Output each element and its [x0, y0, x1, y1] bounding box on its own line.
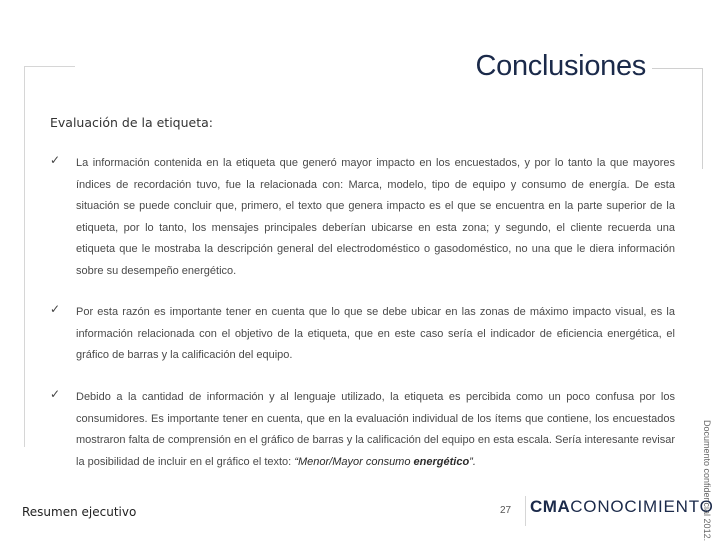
bullet-item-2: [50, 302, 675, 367]
confidential-note: Documento confidencial 2012.: [702, 420, 712, 541]
bullet-item-1: [50, 153, 675, 282]
checkmark-icon: ✓: [50, 153, 61, 167]
logo-part-conocimiento: CONOCIMIENTO: [570, 497, 714, 516]
quote-bold: energético: [413, 455, 470, 468]
suggested-label-quote: [294, 456, 476, 468]
bullet-text: Por esta razón es importante tener en cuenta que lo que se debe ubicar en las zonas de máximo impacto visual, es la información relacionada con el objetivo de la etiqueta, que en este caso sería el indicador de eficiencia energética, el gráfico de barras y la calificación del equipo.: [76, 306, 675, 361]
bullet-item-3: [50, 387, 675, 473]
logo-part-cma: CMA: [530, 497, 571, 516]
quote-prefix: “Menor/Mayor consumo: [294, 455, 414, 468]
page-title: Conclusiones: [475, 50, 646, 82]
quote-suffix: ”.: [469, 455, 476, 468]
bullet-text: [76, 387, 675, 473]
bullet-text-body: Debido a la cantidad de información y al lenguaje utilizado, la etiqueta es percibida como un poco confusa por los consumidores. Es importante tener en cuenta, que en la evaluación individual de los ítems que contiene, los encuestados mostraron falta de comprensión en el gráfico de barras y la calificación del equipo en esta escala. Sería interesante revisar la posibilidad de incluir en el gráfico el texto:: [76, 391, 675, 468]
footer-label: Resumen ejecutivo: [22, 505, 137, 519]
checkmark-icon: ✓: [50, 387, 61, 401]
company-logo: [530, 497, 714, 517]
section-heading: Evaluación de la etiqueta:: [50, 115, 213, 130]
bullet-text: La información contenida en la etiqueta que generó mayor impacto en los encuestados, y por lo tanto la que mayores índices de recordación tuvo, fue la relacionada con: Marca, modelo, tipo de equipo y consumo de energía. De esta situación se puede concluir que, primero, el texto que genera impacto es el que se encuentra en la parte superior de la etiqueta, por lo tanto, los mensajes principales deberían ubicarse en esta zona; y segundo, el cliente recuerda una etiqueta que le mostraba la descripción general del electrodoméstico o gasodoméstico, no una que le diera información sobre su desempeño energético.: [76, 157, 675, 277]
checkmark-icon: ✓: [50, 302, 61, 316]
page-number: 27: [500, 505, 512, 516]
